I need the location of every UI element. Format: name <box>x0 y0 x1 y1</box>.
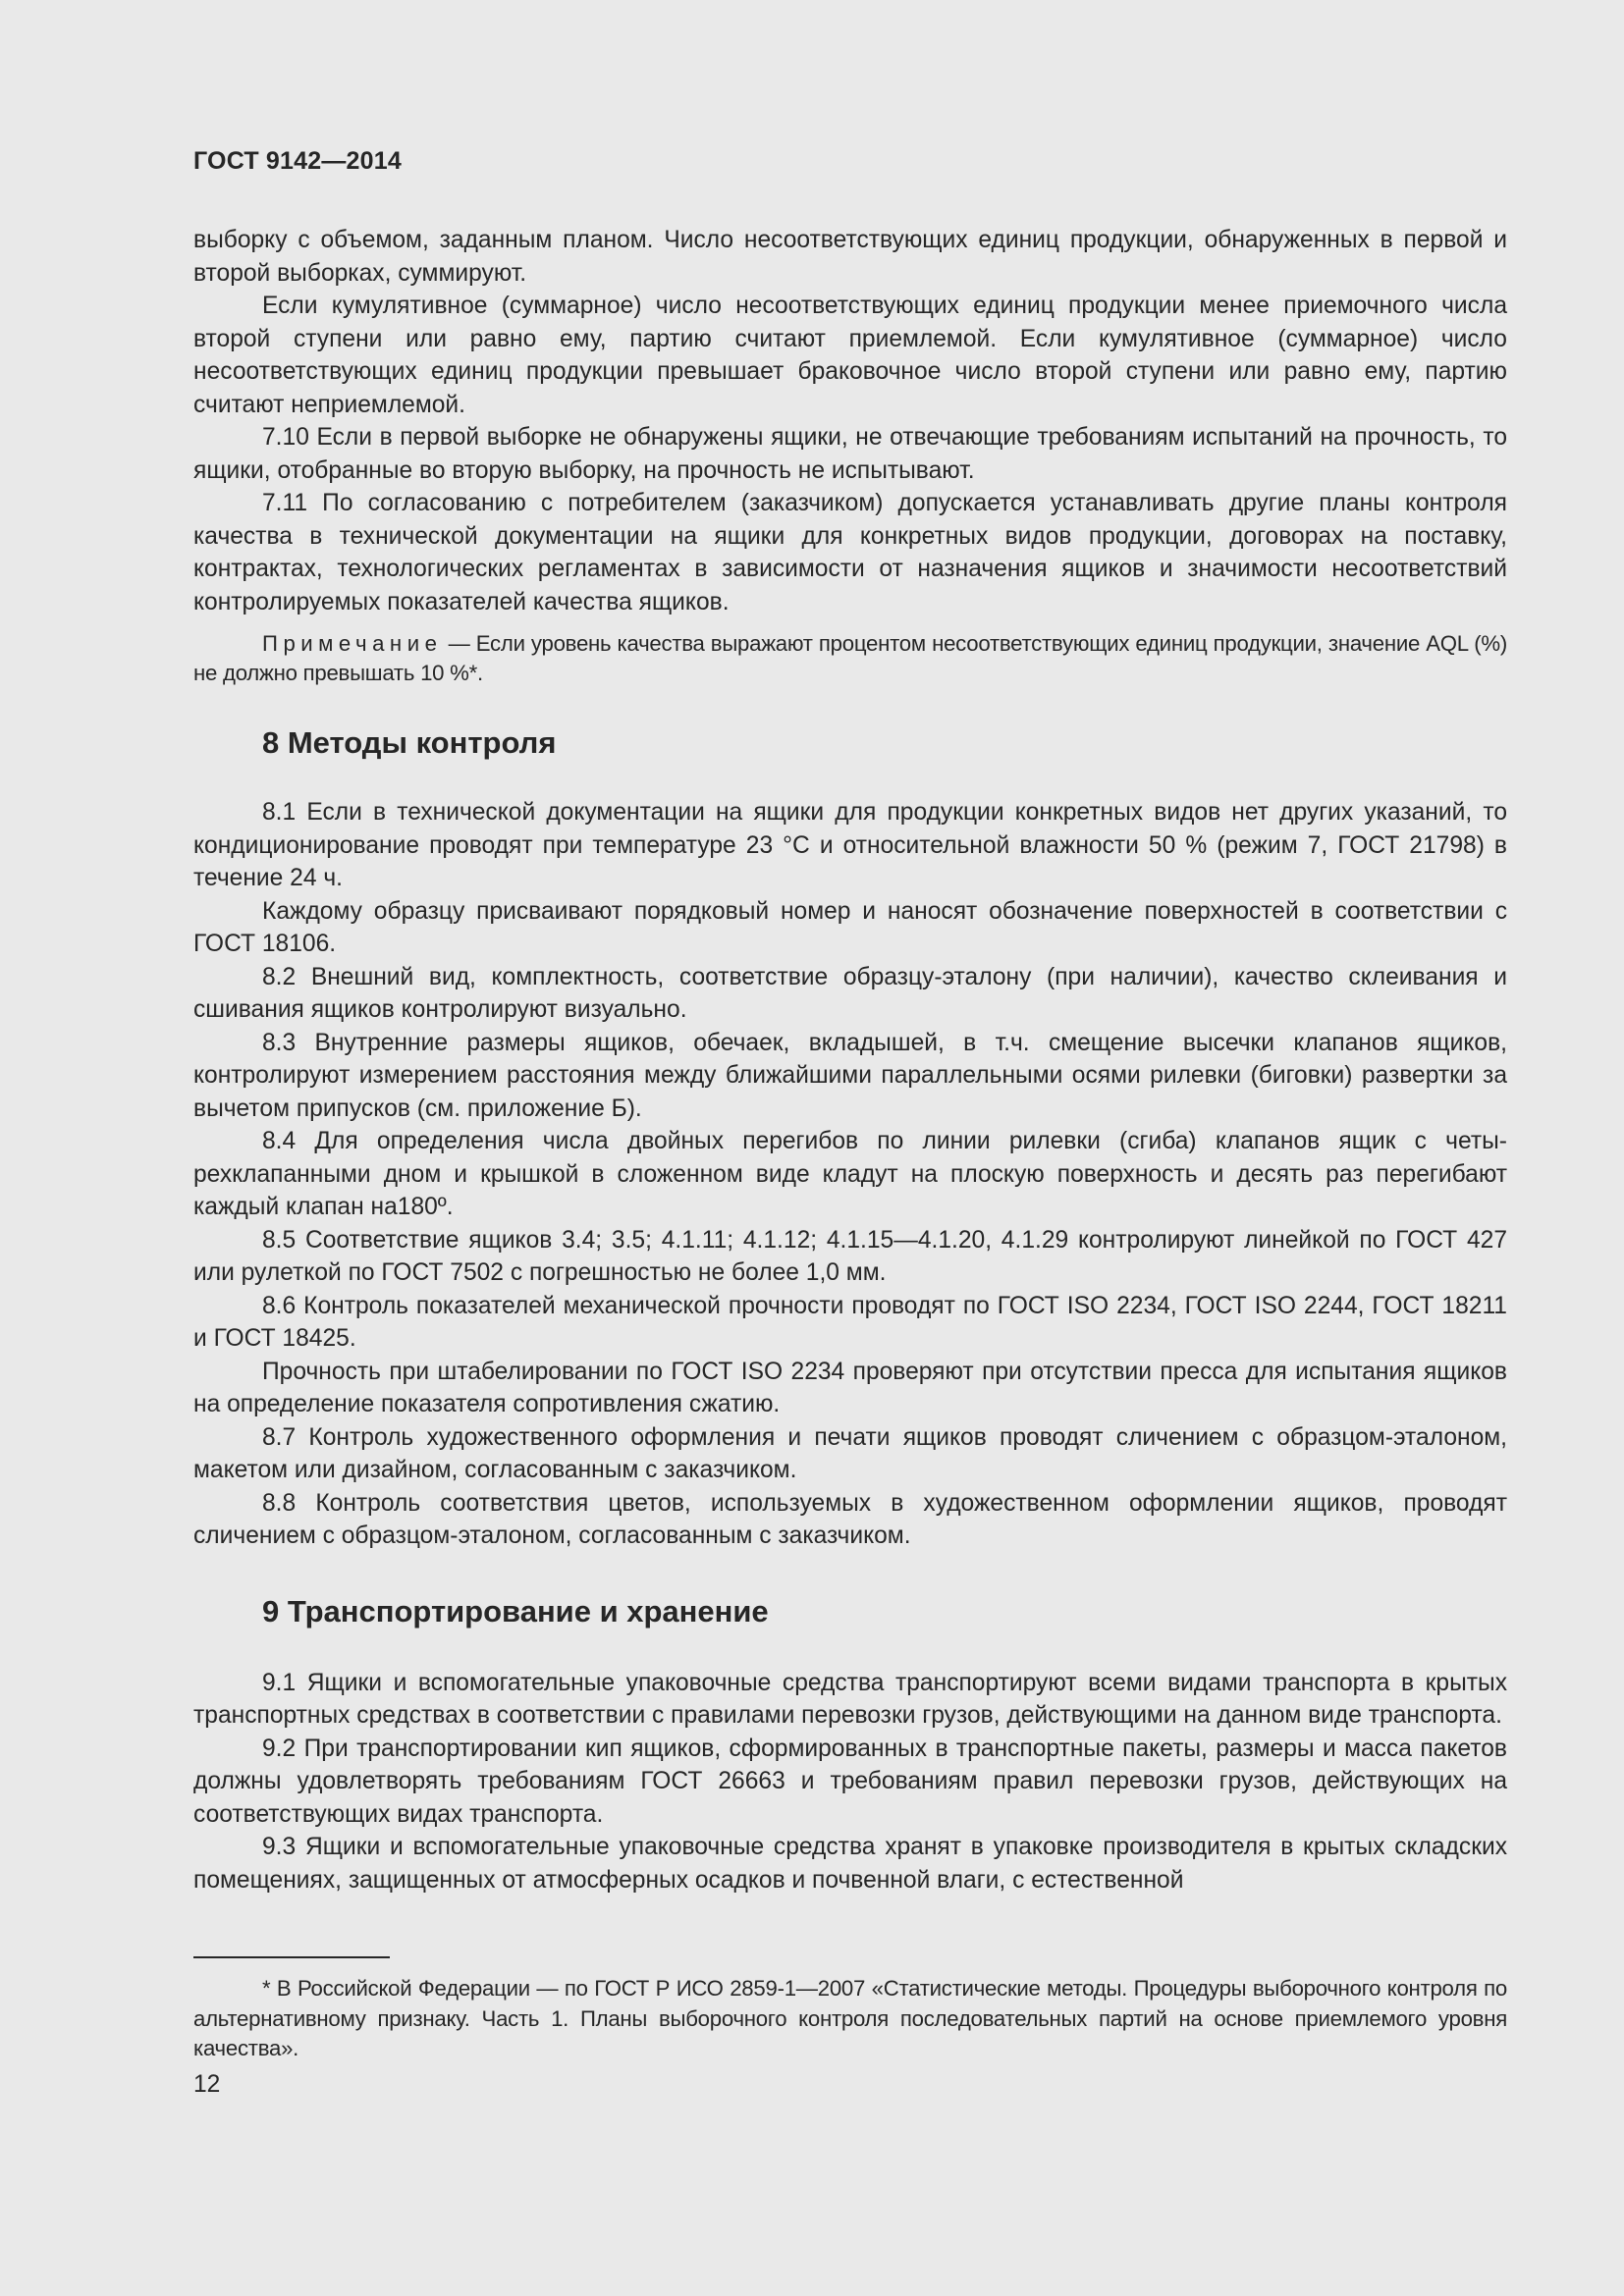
footnote-divider <box>193 1956 390 1958</box>
paragraph-8-7: 8.7 Контроль художественного оформления и печати ящиков проводят сличением с образцом-эталоном, макетом или дизайном, согласованным с заказчиком. <box>193 1423 1507 1483</box>
document-header: ГОСТ 9142—2014 <box>193 147 402 175</box>
note-label: Примечание <box>262 631 443 656</box>
paragraph-cumulative: Если кумулятивное (суммарное) число несоответствующих единиц продукции менее приемочного числа второй ступени или равно ему, партию считают приемлемой. Если кумулятивное (суммарное) число несоответствующих единиц продукции превышает браковочное число второй ступени или равно ему, партию считают неприемлемой. <box>193 293 1507 418</box>
paragraph-8-2: 8.2 Внешний вид, комплектность, соответствие образцу-эталону (при наличии), качество склеивания и сшивания ящиков контролируют визуально. <box>193 963 1507 1023</box>
paragraph-9-1: 9.1 Ящики и вспомогательные упаковочные средства транспортируют всеми видами транспорта в крытых транспортных средствах в соответствии с правилами перевозки грузов, действующими на данном виде транспорта. <box>193 1669 1507 1729</box>
paragraph-8-8: 8.8 Контроль соответствия цветов, используемых в художественном оформлении ящиков, проводят сличением с образцом-эталоном, согласованным с заказчиком. <box>193 1489 1507 1549</box>
section-9-heading: 9 Транспортирование и хранение <box>262 1593 769 1629</box>
paragraph-9-3: 9.3 Ящики и вспомогательные упаковочные средства хранят в упаковке производителя в крытых складских помещениях, защищенных от атмосферных осадков и почвенной влаги, с естественной <box>193 1834 1507 1894</box>
note-text: — Если уровень качества выражают процентом несоответствующих единиц продукции, значение AQL (%) не должно превышать 10 %*. <box>193 631 1507 685</box>
paragraph-7-9-continuation: выборку с объемом, заданным планом. Число несоответствующих единиц продукции, обнаруженных в первой и второй выборках, суммируют. <box>193 227 1507 287</box>
paragraph-7-10: 7.10 Если в первой выборке не обнаружены ящики, не отвечающие требованиям испытаний на прочность, то ящики, отобранные во вторую выборку, на прочность не испытывают. <box>193 424 1507 484</box>
page-number: 12 <box>193 2071 221 2098</box>
section-8-heading: 8 Методы контроля <box>262 725 557 760</box>
paragraph-8-1: 8.1 Если в технической документации на ящики для продукции конкретных видов нет других указаний, то кондиционирование проводят при температуре 23 °С и относительной влажности 50 % (режим 7, ГОСТ 21798) в течение 24 ч. <box>193 799 1507 891</box>
paragraph-8-3: 8.3 Внутренние размеры ящиков, обечаек, вкладышей, в т.ч. смещение высечки клапанов ящиков, контролируют измерением расстояния между ближайшими параллельными осями рилевки (биговки) развертки за вычетом припусков (см. приложение Б). <box>193 1029 1507 1122</box>
paragraph-8-4: 8.4 Для определения числа двойных перегибов по линии рилевки (сгиба) клапанов ящик с четырехклапанными дном и крышкой в сложенном виде кладут на плоскую поверхность и десять раз перегибают каждый клапан на180º. <box>193 1128 1507 1220</box>
note <box>193 629 1507 688</box>
footnote: * В Российской Федерации — по ГОСТ Р ИСО 2859-1—2007 «Статистические методы. Процедуры выборочного контроля по альтернативному признаку. Часть 1. Планы выборочного контроля последовательных партий на основе приемлемого уровня качества». <box>193 1976 1507 2060</box>
paragraph-8-1-numbering: Каждому образцу присваивают порядковый номер и наносят обозначение поверхностей в соответствии с ГОСТ 18106. <box>193 897 1507 957</box>
paragraph-9-2: 9.2 При транспортировании кип ящиков, сформированных в транспортные пакеты, размеры и масса пакетов должны удовлетворять требованиям ГОСТ 26663 и требованиям правил перевозки грузов, действующих на соответствующих видах транспорта. <box>193 1735 1507 1828</box>
paragraph-8-6-stacking: Прочность при штабелировании по ГОСТ ISO 2234 проверяют при отсутствии пресса для испытания ящиков на определение показателя сопротивления сжатию. <box>193 1358 1507 1417</box>
paragraph-8-5: 8.5 Соответствие ящиков 3.4; 3.5; 4.1.11; 4.1.12; 4.1.15—4.1.20, 4.1.29 контролируют линейкой по ГОСТ 427 или рулеткой по ГОСТ 7502 с погрешностью не более 1,0 мм. <box>193 1226 1507 1286</box>
page-body <box>193 224 1507 1896</box>
paragraph-7-11: 7.11 По согласованию с потребителем (заказчиком) допускается устанавливать другие планы контроля качества в технической документации на ящики для конкретных видов продукции, договорах на поставку, контрактах, технологических регламентах в зависимости от назначения ящиков и значимости несоответствий контролируемых показателей качества ящиков. <box>193 490 1507 615</box>
paragraph-8-6: 8.6 Контроль показателей механической прочности проводят по ГОСТ ISO 2234, ГОСТ ISO 2244, ГОСТ 18211 и ГОСТ 18425. <box>193 1292 1507 1352</box>
